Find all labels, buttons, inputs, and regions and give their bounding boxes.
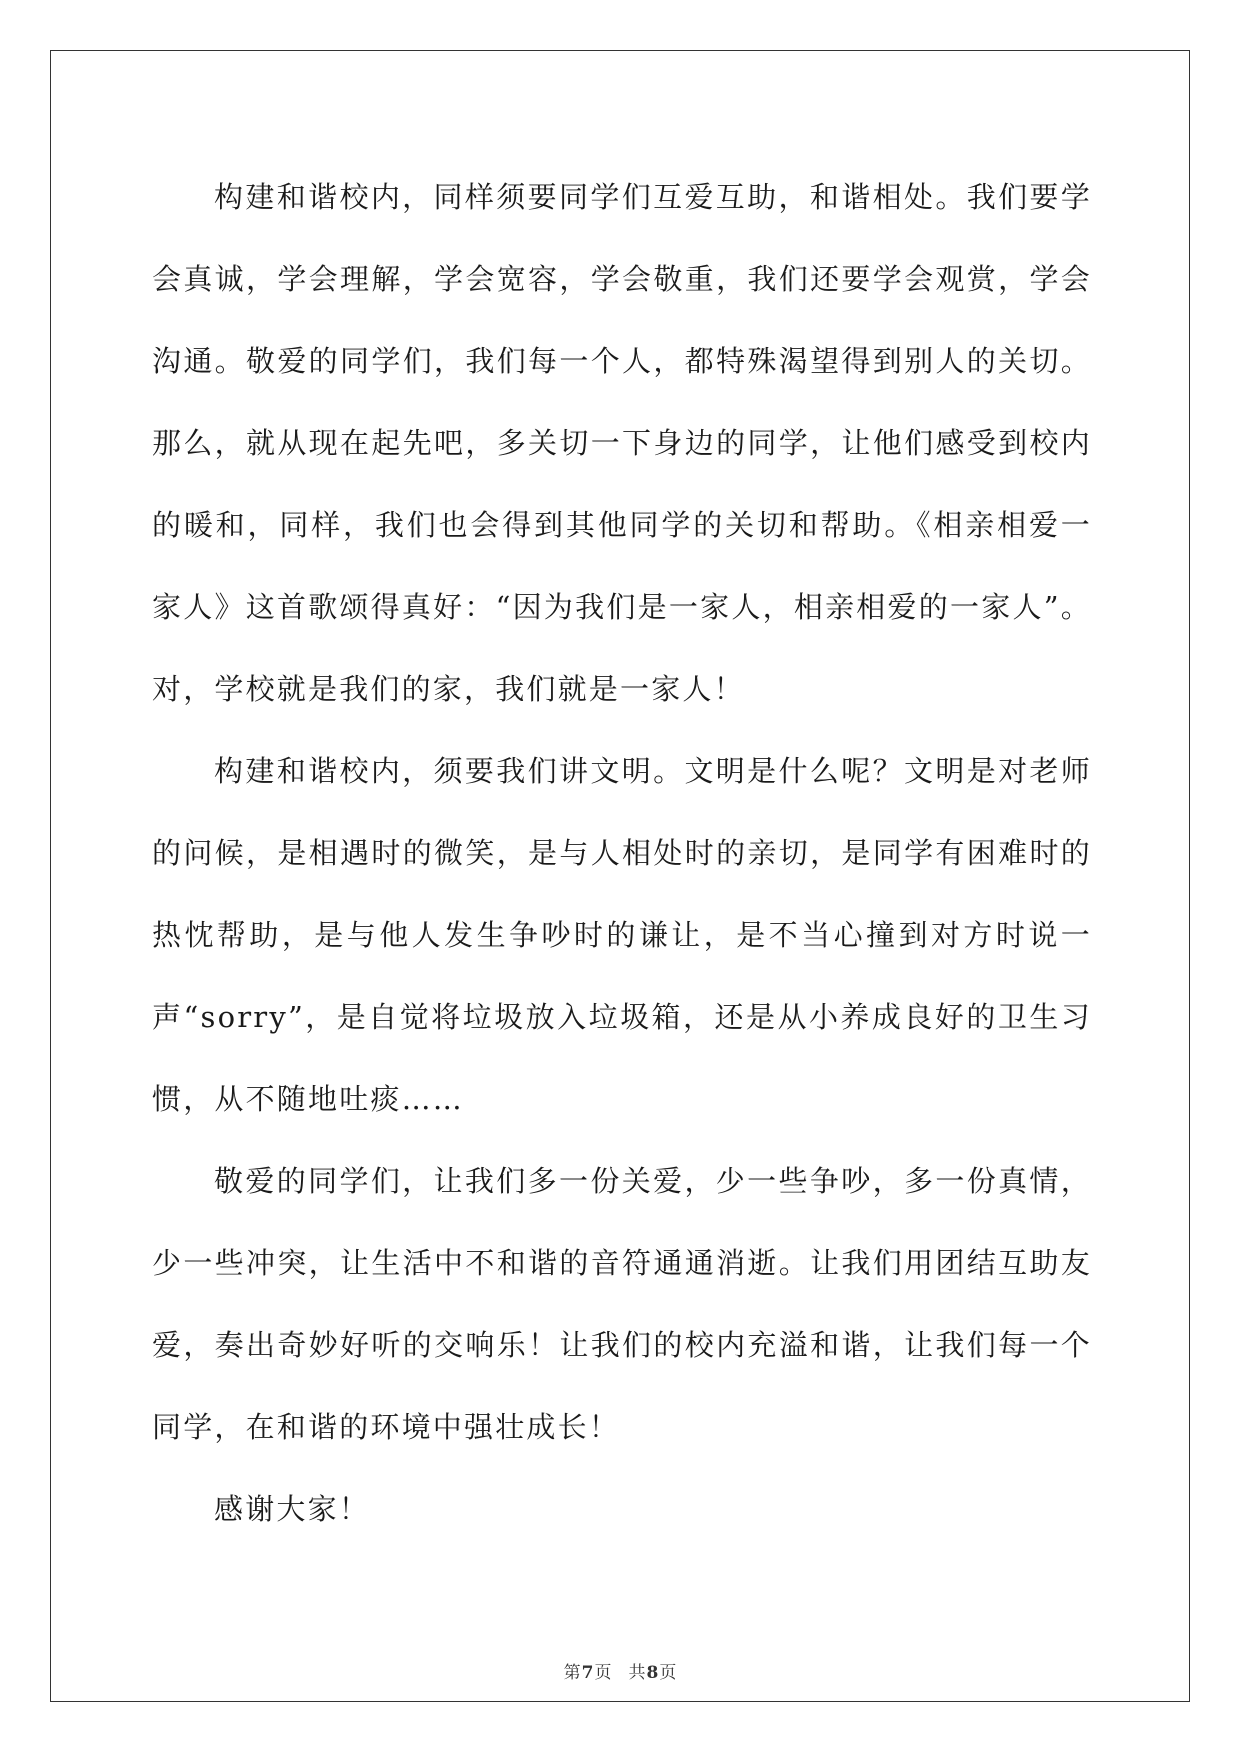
page-label-suffix: 页 xyxy=(594,1663,613,1683)
total-label-prefix: 共 xyxy=(628,1663,647,1683)
page-label-prefix: 第 xyxy=(563,1663,582,1683)
total-label-suffix: 页 xyxy=(659,1663,678,1683)
total-page-number: 8 xyxy=(646,1663,660,1683)
paragraph-thanks: 感谢大家！ xyxy=(214,1492,371,1526)
paragraph-civility: 构建和谐校内，须要我们讲文明。文明是什么呢？文明是对老师的问候，是相遇时的微笑，是与人相处时的亲切，是同学有困难时的热忱帮助，是与他人发生争吵时的谦让，是不当心撞到对方时说一声“sorry”，是自觉将垃圾放入垃圾箱，还是从小养成良好的卫生习惯，从不随地吐痰…… xyxy=(152,754,1092,1116)
paragraph-harmony-mutual-help: 构建和谐校内，同样须要同学们互爱互助，和谐相处。我们要学会真诚，学会理解，学会宽容，学会敬重，我们还要学会观赏，学会沟通。敬爱的同学们，我们每一个人，都特殊渴望得到别人的关切。那么，就从现在起先吧，多关切一下身边的同学，让他们感受到校内的暖和，同样，我们也会得到其他同学的关切和帮助。《相亲相爱一家人》这首歌颂得真好：“因为我们是一家人，相亲相爱的一家人”。对，学校就是我们的家，我们就是一家人！ xyxy=(152,180,1092,706)
page-footer xyxy=(0,1658,1241,1683)
document-body xyxy=(152,156,1092,1550)
current-page-number: 7 xyxy=(581,1663,595,1683)
paragraph-call-to-action: 敬爱的同学们，让我们多一份关爱，少一些争吵，多一份真情，少一些冲突，让生活中不和谐的音符通通消逝。让我们用团结互助友爱，奏出奇妙好听的交响乐！让我们的校内充溢和谐，让我们每一个同学，在和谐的环境中强壮成长！ xyxy=(152,1164,1092,1444)
